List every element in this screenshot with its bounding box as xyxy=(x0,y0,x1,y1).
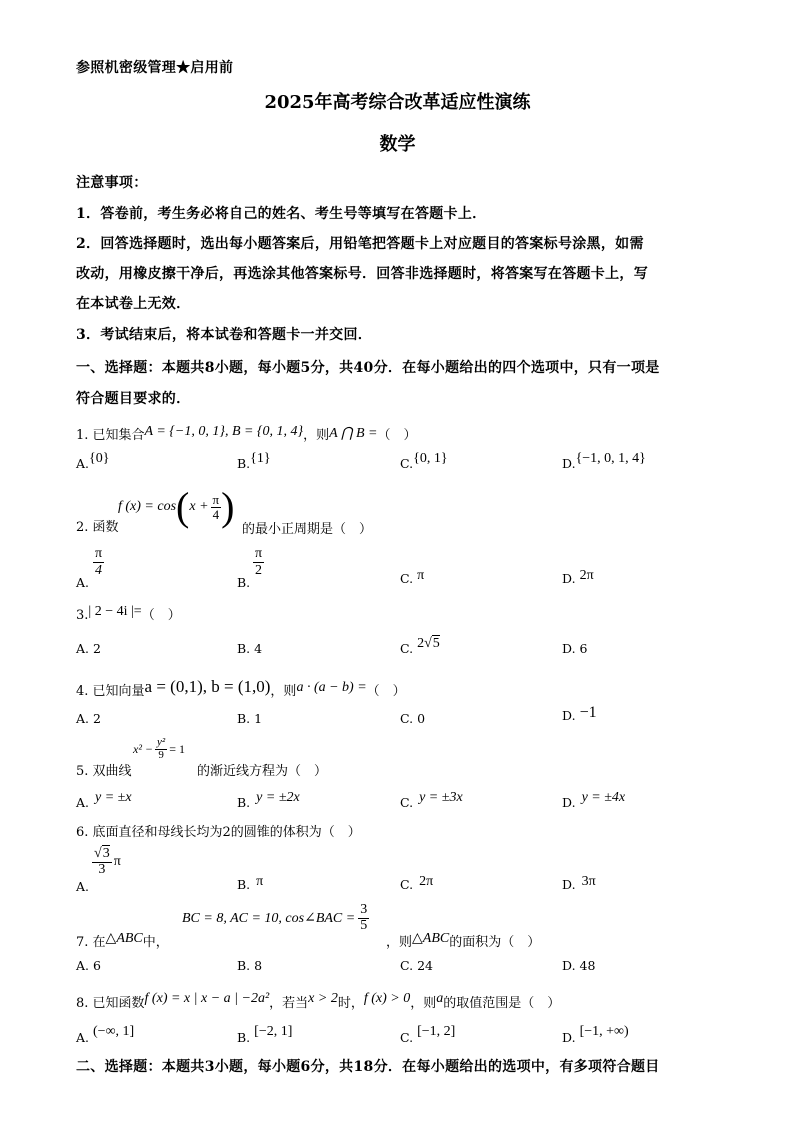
question-4: 4. 已知向量a = (0,1), b = (1,0)，则a · (a − b) =（ ） xyxy=(76,677,406,699)
q8-option-b: B. [−2, 1] xyxy=(237,1024,293,1045)
q6-option-d: D. 3π xyxy=(562,874,596,892)
q4-option-a: A. 2 xyxy=(76,711,101,726)
section2-line-1: 二、选择题：本题共3小题，每小题6分，共18分．在每小题给出的选项中，有多项符合题目 xyxy=(76,1059,660,1075)
q1-blank: （ ） xyxy=(377,428,417,443)
question-8: 8. 已知函数f (x) = x | x − a | −2a²，若当x > 2时，f (x) > 0，则a的取值范围是（ ） xyxy=(76,991,561,1011)
q1-stem: 1. 已知集合 xyxy=(76,428,145,443)
q7-triangle: △ABC xyxy=(105,931,143,946)
q4-expr: a · (a − b) = xyxy=(296,680,367,695)
note-2-line-3: 在本试卷上无效． xyxy=(76,296,191,312)
q3-blank: （ ） xyxy=(141,608,181,623)
question-7-start: 7. 在△ABC中， xyxy=(76,931,169,950)
q7-condition: BC = 8, AC = 10, cos∠BAC = $\frac{3}{5}$ xyxy=(182,902,368,933)
q3-option-c: C. 2√5 xyxy=(400,636,440,656)
q8-option-c: C. [−1, 2] xyxy=(400,1024,456,1045)
question-7-end: ，则△ABC的面积为（ ） xyxy=(386,931,541,950)
confidential-label: 参照机密级管理★启用前 xyxy=(76,60,234,76)
q4-vectors: a = (0,1), b = (1,0) xyxy=(144,677,271,696)
section1-line-2: 符合题目要求的． xyxy=(76,391,191,407)
q5-equation: x² − $\frac{\text{y²}}{9}$ = 1 xyxy=(133,736,185,761)
q4-option-d: D. −1 xyxy=(562,704,597,723)
question-3: 3.| 2 − 4i |=（ ） xyxy=(76,604,181,623)
q5-option-b: B. y = ±2x xyxy=(237,790,300,810)
q3-option-d: D. 6 xyxy=(562,641,588,656)
q1-option-a: A.{0} xyxy=(76,451,110,471)
q2-stem: 2. 函数 xyxy=(76,520,119,535)
q7-option-d: D. 48 xyxy=(562,958,596,973)
q6-a-fraction: $\frac{√3}{3}$ π xyxy=(94,846,121,877)
q2-option-a: A. xyxy=(76,575,90,590)
q2-option-b: B. xyxy=(237,575,251,590)
q3-option-b: B. 4 xyxy=(237,641,263,656)
question-1 xyxy=(76,424,416,444)
q4-option-c: C. 0 xyxy=(400,711,426,726)
exam-title: 2025年高考综合改革适应性演练 xyxy=(264,92,531,113)
q3-expr: | 2 − 4i |= xyxy=(88,604,142,619)
q2-a-fraction: $\frac{\pi}{4}$ xyxy=(95,546,103,579)
q1-option-b: B.{1} xyxy=(237,451,271,471)
q6-option-b: B. π xyxy=(237,874,264,892)
q4-stem: 4. 已知向量 xyxy=(76,684,145,699)
q8-option-a: A. (−∞, 1] xyxy=(76,1024,135,1045)
q1-c-value: {0, 1} xyxy=(413,451,448,466)
section1-line-1: 一、选择题：本题共8小题，每小题5分，共40分．在每小题给出的四个选项中，只有一项是 xyxy=(76,360,660,376)
q2-b-fraction: $\frac{\pi}{2}$ xyxy=(255,546,263,579)
note-1: 1．答卷前，考生务必将自己的姓名、考生号等填写在答题卡上． xyxy=(76,206,487,222)
q1-d-value: {−1, 0, 1, 4} xyxy=(575,451,646,466)
q5-option-a: A. y = ±x xyxy=(76,790,132,810)
q2-x-plus: x + xyxy=(189,499,209,514)
q7-option-c: C. 24 xyxy=(400,958,433,973)
q3-option-a: A. 2 xyxy=(76,641,101,656)
q1-sets: A = {−1, 0, 1}, B = {0, 1, 4} xyxy=(144,424,304,439)
note-2-line-1: 2．回答选择题时，选出每小题答案后，用铅笔把答题卡上对应题目的答案标号涂黑，如需 xyxy=(76,236,644,252)
q2-fx: f (x) = cos xyxy=(118,499,177,514)
q2-four: 4 xyxy=(212,506,220,522)
q6-option-c: C. 2π xyxy=(400,874,434,892)
q5-option-d: D. y = ±4x xyxy=(562,790,626,810)
q4-option-b: B. 1 xyxy=(237,711,263,726)
q5-option-c: C. y = ±3x xyxy=(400,790,463,810)
subject-title: 数学 xyxy=(379,134,416,155)
q1-then: ，则 xyxy=(303,428,330,443)
q8-option-d: D. [−1, +∞) xyxy=(562,1024,629,1045)
notes-heading: 注意事项： xyxy=(76,175,148,191)
q8-stem: 8. 已知函数 xyxy=(76,996,145,1011)
q1-b-value: {1} xyxy=(250,451,271,466)
q7-stem: 7. 在 xyxy=(76,935,106,950)
q1-option-c: C.{0, 1} xyxy=(400,451,448,471)
q2-function: f (x) = cos ( x + $\frac{\pi}{4}$ ) xyxy=(118,484,235,529)
q2-option-d: D. 2π xyxy=(562,568,594,586)
q5-stem: 5. 双曲线 xyxy=(76,764,132,779)
q7-option-b: B. 8 xyxy=(237,958,263,973)
q6-option-a: A. xyxy=(76,879,90,894)
q1-option-d: D.{−1, 0, 1, 4} xyxy=(562,451,646,471)
note-3: 3．考试结束后，将本试卷和答题卡一并交回． xyxy=(76,327,373,343)
q5-question: 的渐近线方程为（ ） xyxy=(197,764,328,779)
q8-function: f (x) = x | x − a | −2a² xyxy=(144,991,270,1006)
q6-stem: 6. 底面直径和母线长均为2的圆锥的体积为（ ） xyxy=(76,825,361,840)
q2-question: 的最小正周期是（ ） xyxy=(242,522,373,537)
q7-option-a: A. 6 xyxy=(76,958,101,973)
q1-intersection: A ⋂ B = xyxy=(329,426,378,441)
q2-pi: π xyxy=(212,491,220,507)
note-2-line-2: 改动，用橡皮擦干净后，再选涂其他答案标号．回答非选择题时，将答案写在答题卡上，写 xyxy=(76,266,648,282)
q2-option-c: C. π xyxy=(400,568,425,586)
q1-a-value: {0} xyxy=(89,451,110,466)
